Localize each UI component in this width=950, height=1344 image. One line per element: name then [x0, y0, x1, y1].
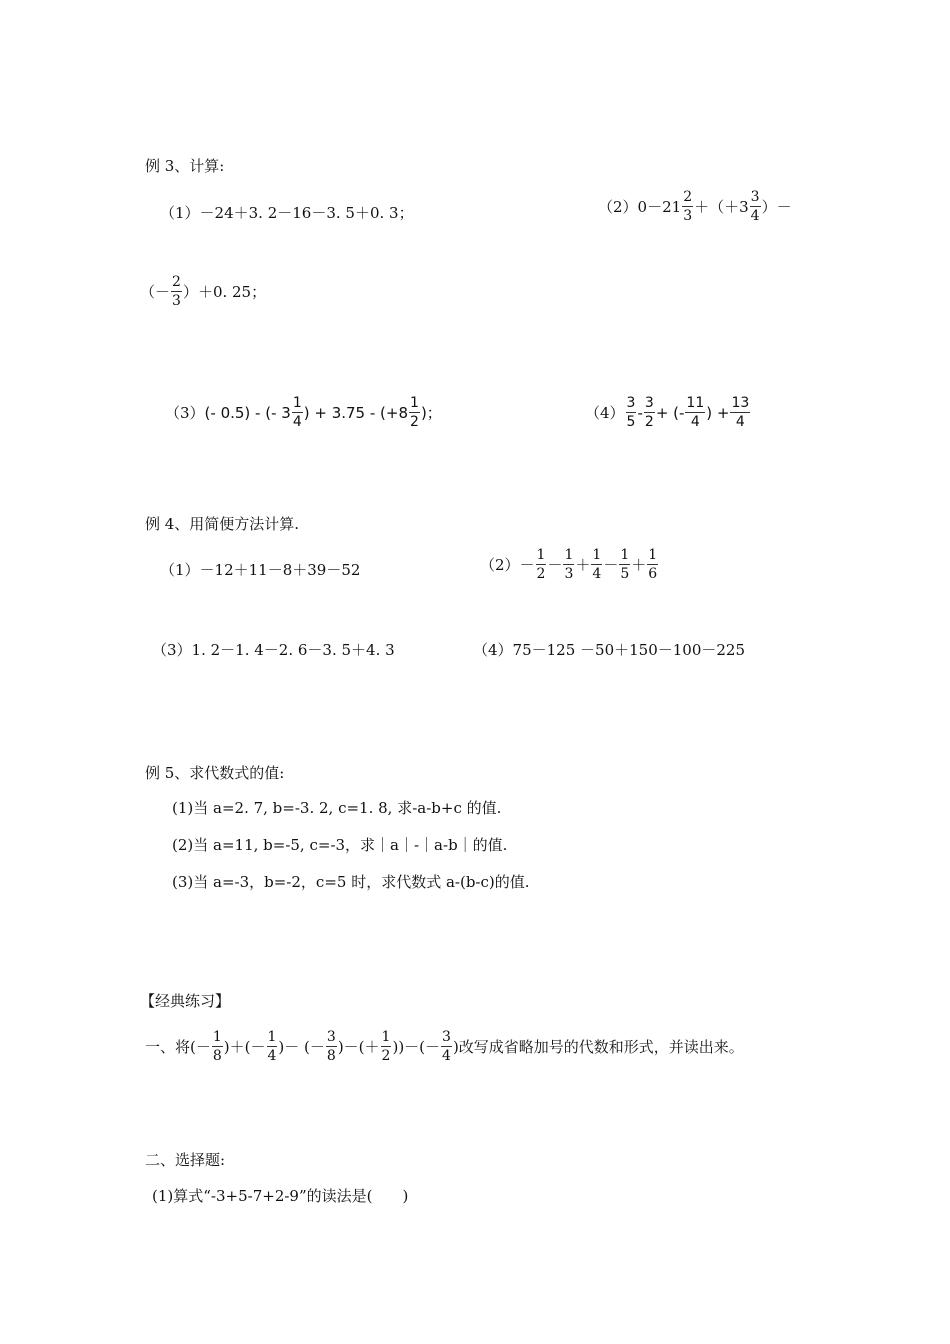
example-4-title: 例 4、用简便方法计算. [145, 515, 300, 533]
fraction: $\frac{11}{4}$ [686, 395, 705, 430]
ex3-problem-3: （3） (- 0.5) - (- 3 $\frac{1}{4}$ ) + 3.75 - (+8 $\frac{1}{2}$ ) ； [165, 395, 442, 430]
fraction: $\frac{2}{3}$ [683, 189, 693, 224]
ex3-problem-4: （4） $\frac{3}{5}$ - $\frac{3}{2}$ + (- $\frac{11}{4}$ ) + $\frac{13}{4}$ [585, 395, 750, 430]
ex4-problem-2: （2）－ $\frac{1}{2}$ － $\frac{1}{3}$ ＋ $\frac{1}{4}$ － $\frac{1}{5}$ ＋ $\frac{1}{6}$ [480, 547, 658, 582]
practice-header: 【经典练习】 [140, 992, 231, 1010]
fraction: $\frac{1}{5}$ [620, 547, 630, 582]
ex3-problem-2-continued: （－ $\frac{2}{3}$ ）＋0. 25； [140, 274, 267, 309]
fraction: $\frac{1}{4}$ [292, 395, 302, 430]
ex4-problem-4: （4）75－125 －50＋150－100－225 [473, 641, 746, 659]
fraction: $\frac{3}{8}$ [326, 1029, 336, 1064]
fraction: $\frac{1}{2}$ [536, 547, 546, 582]
fraction: $\frac{1}{2}$ [410, 395, 419, 430]
practice-choice-question-1: (1)算式“-3+5-7+2-9”的读法是( ) [152, 1187, 409, 1205]
practice-choice-title: 二、选择题: [145, 1151, 226, 1169]
fraction: $\frac{2}{3}$ [172, 274, 181, 309]
fraction: $\frac{3}{4}$ [750, 189, 760, 224]
example-5-title: 例 5、求代数式的值: [145, 764, 285, 782]
fraction: $\frac{1}{3}$ [564, 547, 574, 582]
fraction: $\frac{1}{4}$ [267, 1029, 277, 1064]
fraction: $\frac{13}{4}$ [731, 395, 750, 430]
ex5-question-3: (3)当 a=-3，b=-2，c=5 时，求代数式 a-(b-c)的值. [172, 873, 530, 891]
fraction: $\frac{3}{5}$ [626, 395, 636, 430]
fraction: $\frac{1}{4}$ [592, 547, 602, 582]
practice-question-1: 一、将(－ $\frac{1}{8}$ )＋(－ $\frac{1}{4}$ )－ (－ $\frac{3}{8}$ )－(＋ $\frac{1}{2}$ ))－(－ $\frac{3}{4}$ )改写成省略加号的代数和形式，并读出来。 [145, 1029, 744, 1064]
ex5-question-1: (1)当 a=2. 7, b=-3. 2, c=1. 8, 求-a-b+c 的值. [172, 799, 502, 817]
fraction: $\frac{3}{4}$ [442, 1029, 451, 1064]
ex4-problem-3: （3）1. 2－1. 4－2. 6－3. 5＋4. 3 [152, 641, 395, 659]
ex3-problem-2: （2）0－21 $\frac{2}{3}$ ＋（＋3 $\frac{3}{4}$ ）－ [598, 189, 792, 224]
ex3-problem-1: （1）－24＋3. 2－16－3. 5＋0. 3； [160, 204, 414, 222]
example-3-title: 例 3、计算: [145, 157, 225, 175]
fraction: $\frac{1}{6}$ [648, 547, 658, 582]
fraction: $\frac{3}{2}$ [644, 395, 654, 430]
fraction: $\frac{1}{2}$ [381, 1029, 391, 1064]
fraction: $\frac{1}{8}$ [212, 1029, 222, 1064]
ex5-question-2: (2)当 a=11, b=-5, c=-3，求｜a｜-｜a-b｜的值. [172, 836, 508, 854]
ex4-problem-1: （1）－12＋11－8＋39－52 [160, 561, 361, 579]
